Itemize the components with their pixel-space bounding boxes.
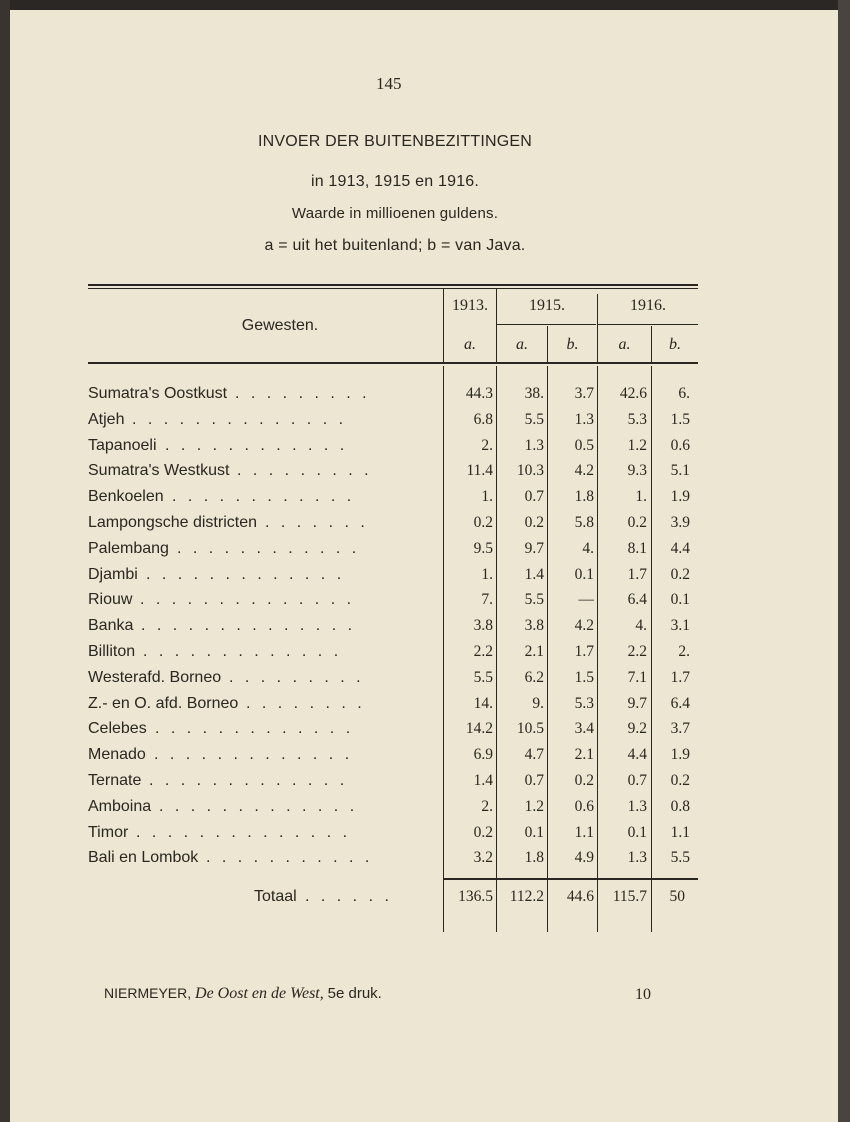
value-1915-b: 0.5 (574, 436, 594, 454)
subheader-1913-a: a. (464, 336, 476, 353)
value-1916-a: 1.3 (627, 797, 647, 815)
region-name: Djambi (88, 565, 138, 583)
value-1915-b: 4.2 (574, 617, 594, 635)
value-1916-a: 5.3 (627, 410, 647, 428)
leader-dots: . . . . . . . . . . . . . . (136, 823, 351, 841)
value-1916-b: 3.1 (670, 617, 690, 635)
value-1913-a: 2. (481, 797, 493, 815)
region-name: Amboina (88, 797, 152, 815)
value-1916-b: 1.7 (670, 668, 690, 686)
value-1913-a: 5.5 (473, 668, 493, 686)
value-1915-b: 4.9 (574, 849, 594, 867)
header-bottom-rule (88, 362, 698, 364)
leader-dots: . . . . . . . . . . . . . . (140, 591, 355, 609)
leader-dots: . . . . . . . . . . . . . (159, 797, 358, 815)
subtitle-years: in 1913, 1915 en 1916. (310, 173, 480, 190)
footer-author: NIERMEYER, (104, 985, 192, 1001)
year-header-1915: 1915. (529, 297, 565, 314)
table-row (0, 746, 850, 771)
value-1915-b: 4.2 (574, 462, 594, 480)
leader-dots: . . . . . . . . . . . . . (155, 720, 354, 738)
value-1915-a: 9.7 (524, 539, 544, 557)
value-1916-a: 0.2 (627, 514, 647, 531)
value-1916-a: 42.6 (619, 385, 647, 402)
region-column-header: Gewesten. (241, 317, 319, 334)
region-name: Bali en Lombok (88, 849, 199, 867)
region-name: Banka (88, 617, 134, 635)
region-name: Sumatra's Oostkust (88, 385, 228, 402)
table-row (0, 411, 850, 436)
table-row (0, 669, 850, 694)
value-1915-b: 1.8 (574, 488, 594, 506)
footer-book-title: De Oost en de West, (195, 985, 324, 1002)
region-name: Z.- en O. afd. Borneo (88, 694, 239, 712)
region-name: Sumatra's Westkust (88, 462, 230, 480)
value-1913-a: 9.5 (473, 539, 493, 557)
leader-dots: . . . . . . (305, 888, 393, 905)
region-name: Riouw (88, 591, 133, 609)
value-1916-b: 1.9 (670, 746, 690, 764)
value-1916-b: 0.2 (670, 772, 690, 789)
value-1913-a: 44.3 (465, 385, 493, 402)
leader-dots: . . . . . . . . . . . . (165, 436, 348, 454)
value-1913-a: 14.2 (465, 720, 493, 738)
value-1915-b: 2.1 (574, 746, 594, 764)
value-1916-a: 7.1 (627, 668, 647, 686)
leader-dots: . . . . . . . . . . . (206, 849, 373, 867)
leader-dots: . . . . . . . (265, 514, 369, 531)
value-1916-b: 4.4 (670, 539, 690, 557)
subheader-1915-a: a. (516, 336, 528, 353)
region-name: Benkoelen (88, 488, 164, 506)
value-1916-a: 1. (635, 488, 647, 506)
total-rule (444, 878, 698, 880)
leader-dots: . . . . . . . . . . . . . (143, 643, 342, 660)
page-title: INVOER DER BUITENBEZITTINGEN (257, 133, 533, 150)
value-1915-a: 0.2 (524, 514, 544, 531)
table-row (0, 643, 850, 668)
value-1916-a: 0.1 (627, 823, 647, 841)
value-1915-a: 1.2 (524, 797, 544, 815)
total-1915-a: 112.2 (509, 888, 544, 905)
value-1913-a: 7. (481, 591, 493, 609)
year-header-1913: 1913. (452, 297, 488, 314)
value-1913-a: 14. (473, 694, 493, 712)
value-1916-a: 8.1 (627, 539, 647, 557)
total-1915-b: 44.6 (566, 888, 594, 905)
value-1915-a: 6.2 (524, 668, 544, 686)
table-top-rule-thin (88, 288, 698, 289)
region-name: Menado (88, 746, 146, 764)
total-row (0, 888, 850, 913)
value-1915-a: 9. (532, 694, 544, 712)
leader-dots: . . . . . . . . . . . . . . (141, 617, 356, 635)
region-name: Timor (88, 823, 129, 841)
subheader-1916-a: a. (618, 336, 631, 353)
leader-dots: . . . . . . . . . (235, 385, 371, 402)
value-1915-b: 5.8 (574, 514, 594, 531)
year-header-1916: 1916. (630, 297, 666, 314)
footer-edition: 5e druk. (327, 985, 382, 1002)
table-row (0, 385, 850, 410)
table-row (0, 540, 850, 565)
value-1915-a: 4.7 (524, 746, 544, 764)
value-1915-a: 1.4 (524, 565, 544, 583)
leader-dots: . . . . . . . . . . . . (172, 488, 355, 506)
region-name: Westerafd. Borneo (88, 668, 222, 686)
table-top-rule (88, 284, 698, 286)
value-1916-a: 9.7 (627, 694, 647, 712)
value-1915-b: 0.1 (574, 565, 594, 583)
subtitle-unit: Waarde in millioenen guldens. (291, 205, 499, 222)
value-1916-a: 4. (635, 617, 647, 635)
value-1915-b: 1.5 (574, 668, 594, 686)
table-row (0, 488, 850, 513)
value-1915-b: 4. (582, 539, 594, 557)
value-1913-a: 2. (481, 436, 493, 454)
scan-edge-top (0, 0, 850, 10)
value-1915-a: 2.1 (524, 643, 544, 660)
region-name: Atjeh (88, 410, 125, 428)
table-row (0, 514, 850, 539)
table-row (0, 720, 850, 745)
value-1916-a: 2.2 (627, 643, 647, 660)
value-1916-b: 0.1 (670, 591, 690, 609)
value-1913-a: 1. (481, 488, 493, 506)
total-1916-b: 50 (669, 888, 685, 905)
value-1916-b: 1.1 (670, 823, 690, 841)
value-1915-a: 10.5 (516, 720, 544, 738)
value-1916-a: 1.2 (627, 436, 647, 454)
signature-mark: 10 (635, 986, 651, 1003)
value-1913-a: 11.4 (466, 462, 493, 480)
value-1915-b: 0.2 (574, 772, 594, 789)
leader-dots: . . . . . . . . . . . . . (149, 772, 348, 789)
value-1913-a: 6.8 (473, 410, 493, 428)
table-row (0, 824, 850, 849)
value-1915-b: 3.7 (574, 385, 594, 402)
value-1916-b: 0.2 (670, 565, 690, 583)
value-1915-b: — (578, 591, 594, 609)
region-name: Palembang (88, 539, 169, 557)
value-1915-a: 0.7 (524, 772, 544, 789)
value-1915-b: 1.3 (574, 410, 594, 428)
table-row (0, 772, 850, 797)
value-1913-a: 1. (481, 565, 493, 583)
value-1916-b: 3.7 (670, 720, 690, 738)
value-1916-b: 0.8 (670, 797, 690, 815)
value-1915-a: 1.3 (524, 436, 544, 454)
table-row (0, 798, 850, 823)
value-1916-a: 0.7 (627, 772, 647, 789)
footer-citation (104, 985, 382, 1003)
year-underline-1915 (497, 324, 596, 325)
value-1916-b: 2. (678, 643, 690, 660)
leader-dots: . . . . . . . . (246, 694, 366, 712)
region-name: Lampongsche districten (88, 514, 257, 531)
value-1913-a: 1.4 (473, 772, 493, 789)
value-1915-b: 1.7 (574, 643, 594, 660)
value-1915-a: 0.7 (524, 488, 544, 506)
value-1915-a: 3.8 (524, 617, 544, 635)
table-row (0, 462, 850, 487)
subheader-1915-b: b. (566, 336, 579, 353)
region-name: Tapanoeli (88, 436, 157, 454)
value-1915-a: 0.1 (524, 823, 544, 841)
value-1916-a: 1.7 (627, 565, 647, 583)
table-row (0, 617, 850, 642)
year-underline-1916 (597, 324, 698, 325)
value-1915-b: 5.3 (574, 694, 594, 712)
page-number: 145 (376, 74, 402, 93)
value-1916-a: 9.2 (627, 720, 647, 738)
value-1915-b: 1.1 (574, 823, 594, 841)
region-name: Billiton (88, 643, 136, 660)
value-1915-a: 5.5 (524, 591, 544, 609)
leader-dots: . . . . . . . . . . . . (177, 539, 360, 557)
region-name: Celebes (88, 720, 147, 738)
value-1915-a: 1.8 (524, 849, 544, 867)
value-1916-b: 1.9 (670, 488, 690, 506)
leader-dots: . . . . . . . . . . . . . . (132, 410, 347, 428)
value-1913-a: 0.2 (473, 823, 493, 841)
leader-dots: . . . . . . . . . (237, 462, 373, 480)
value-1916-b: 0.6 (670, 436, 690, 454)
value-1915-a: 38. (524, 385, 544, 402)
table-row (0, 566, 850, 591)
value-1916-b: 6.4 (670, 694, 690, 712)
total-label: Totaal (254, 888, 297, 905)
value-1915-b: 3.4 (574, 720, 594, 738)
value-1916-b: 3.9 (670, 514, 690, 531)
subtitle-legend: a = uit het buitenland; b = van Java. (264, 237, 526, 254)
value-1916-b: 5.5 (670, 849, 690, 867)
value-1913-a: 6.9 (473, 746, 493, 764)
value-1916-a: 4.4 (627, 746, 647, 764)
value-1916-a: 1.3 (627, 849, 647, 867)
value-1916-b: 6. (678, 385, 690, 402)
value-1916-b: 1.5 (670, 410, 690, 428)
value-1916-a: 6.4 (627, 591, 647, 609)
table-row (0, 849, 850, 874)
value-1916-b: 5.1 (670, 462, 690, 480)
value-1913-a: 2.2 (473, 643, 493, 660)
leader-dots: . . . . . . . . . . . . . (154, 746, 353, 764)
value-1916-a: 9.3 (627, 462, 647, 480)
value-1913-a: 0.2 (473, 514, 493, 531)
table-row (0, 591, 850, 616)
region-name: Ternate (88, 772, 142, 789)
value-1915-a: 10.3 (516, 462, 544, 480)
value-1915-b: 0.6 (574, 797, 594, 815)
leader-dots: . . . . . . . . . (229, 668, 365, 686)
total-1916-a: 115.7 (612, 888, 647, 905)
value-1913-a: 3.8 (473, 617, 493, 635)
subheader-1916-b: b. (669, 336, 681, 353)
table-row (0, 437, 850, 462)
value-1913-a: 3.2 (473, 849, 493, 867)
leader-dots: . . . . . . . . . . . . . (146, 565, 345, 583)
total-1913-a: 136.5 (458, 888, 493, 905)
table-row (0, 695, 850, 720)
value-1915-a: 5.5 (524, 410, 544, 428)
